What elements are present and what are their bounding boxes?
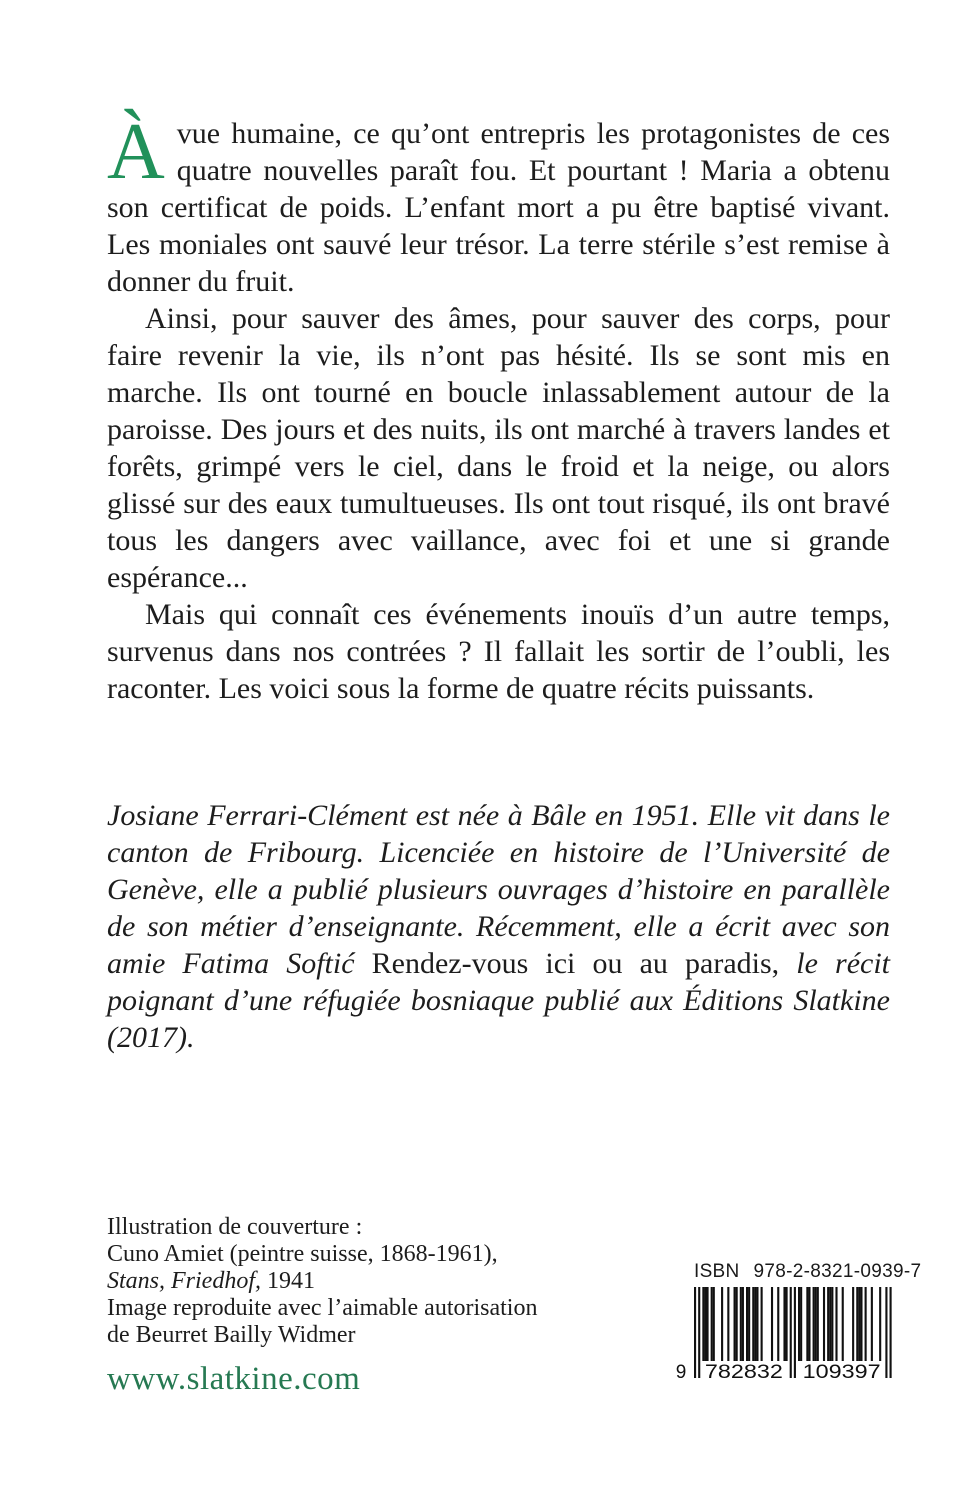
publisher-website: www.slatkine.com	[107, 1361, 361, 1397]
isbn-text	[694, 1260, 922, 1284]
svg-text:109397: 109397	[802, 1362, 881, 1383]
credits-line-1: Illustration de couverture :	[107, 1214, 363, 1240]
credits-line-4: Image reproduite avec l’aimable autorisation	[107, 1295, 538, 1321]
credits-line-5: de Beurret Bailly Widmer	[107, 1322, 356, 1348]
svg-text:782832: 782832	[704, 1362, 783, 1383]
ean13-barcode	[670, 1287, 896, 1383]
synopsis-paragraph-1	[107, 108, 890, 300]
synopsis-paragraph-2: Ainsi, pour sauver des âmes, pour sauver des corps, pour faire revenir la vie, ils n’ont pas hésité. Ils se sont mis en marche. Ils ont tourné en boucle inlassablement autour de la paroisse. Des jours et des nuits, ils ont marché à travers landes et forêts, grimpé vers le ciel, dans le froid et la neige, ou alors glissé sur des eaux tumultueuses. Ils ont tout risqué, ils ont bravé tous les dangers avec vaillance, avec foi et une si grande espérance...	[107, 302, 890, 594]
isbn-label: ISBN	[694, 1261, 740, 1282]
svg-text:9: 9	[675, 1362, 687, 1383]
bio-book-title: Rendez-vous ici ou au paradis,	[354, 947, 780, 980]
dropcap-letter: À	[107, 108, 165, 196]
text-column	[107, 108, 890, 1398]
artwork-title: Stans, Friedhof,	[107, 1268, 261, 1294]
isbn-barcode-block	[670, 1260, 922, 1385]
artwork-year: 1941	[261, 1268, 315, 1294]
isbn-number: 978-2-8321-0939-7	[753, 1261, 922, 1282]
bio-text-italic-1: Josiane Ferrari-Clément est née à Bâle en 1951. Elle vit dans le canton de Fribourg. Licenciée en histoire de l’Université de Genève, elle a publié plusieurs ouvrages d’histoire en parallèle de son métier d’enseignante. Récemment, elle a écrit avec son amie Fatima Softić	[107, 799, 890, 980]
credits-line-2: Cuno Amiet (peintre suisse, 1868-1961),	[107, 1241, 498, 1267]
author-bio	[107, 797, 890, 1056]
synopsis-p1-text: vue humaine, ce qu’ont entrepris les protagonistes de ces quatre nouvelles paraît fou. Et pourtant ! Maria a obtenu son certificat de poids. L’enfant mort a pu être baptisé vivant. Les moniales ont sauvé leur trésor. La terre stérile s’est remise à donner du fruit.	[107, 117, 890, 298]
bio-text-italic-2: le récit poignant d’une réfugiée bosniaque publié aux Éditions Slatkine (2017).	[107, 947, 890, 1054]
synopsis-paragraph-3: Mais qui connaît ces événements inouïs d’un autre temps, survenus dans nos contrées ? Il fallait les sortir de l’oubli, les raconter. Les voici sous la forme de quatre récits puissants.	[107, 598, 890, 705]
